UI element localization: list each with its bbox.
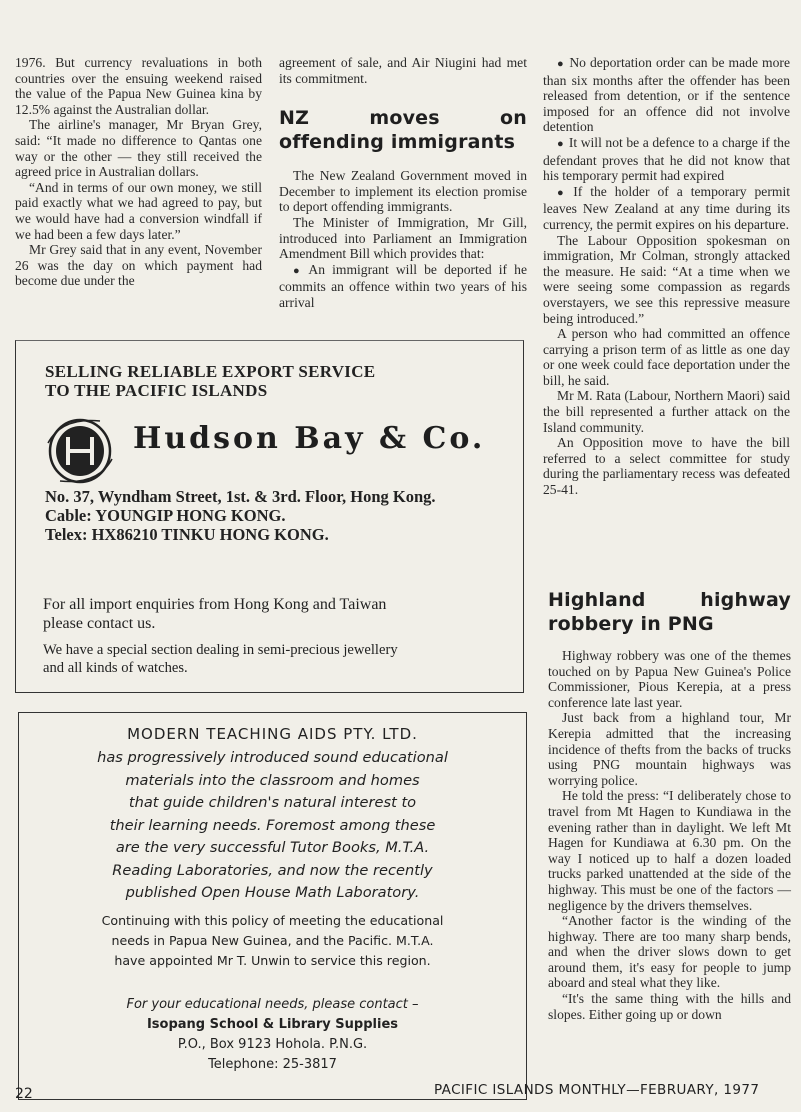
- contact-intro: For your educational needs, please contact –: [126, 997, 419, 1012]
- paragraph: The New Zealand Government moved in December to implement its election promise to deport offending immigrants.: [279, 168, 527, 215]
- address-line: Telex: HX86210 TINKU HONG KONG.: [45, 525, 329, 544]
- bullet-icon: ●: [293, 264, 304, 277]
- contact-telephone: Telephone: 25-3817: [208, 1057, 337, 1072]
- paragraph: agreement of sale, and Air Niugini had met its commitment.: [279, 55, 527, 86]
- headline-highland-robbery: Highland highway robbery in PNG: [548, 589, 791, 635]
- ad-heading-line: TO THE PACIFIC ISLANDS: [45, 381, 268, 400]
- contact-address: P.O., Box 9123 Hohola. P.N.G.: [177, 1037, 368, 1052]
- hudson-bay-logo-icon: [42, 413, 118, 489]
- paragraph: “Another factor is the winding of the highway. There are too many sharp bends, and when the driver slows down to get around them, it's easy for people to jump aboard and steal what they like.: [548, 913, 791, 991]
- ad-line: has progressively introduced sound educational: [97, 749, 448, 766]
- article-highland-robbery: [548, 588, 791, 1022]
- article-column-2: [279, 55, 527, 311]
- bullet-item: [543, 184, 790, 233]
- ad-title: MODERN TEACHING AIDS PTY. LTD.: [127, 725, 418, 743]
- advertisement-modern-teaching-aids: [18, 712, 527, 1100]
- paragraph: Mr M. Rata (Labour, Northern Maori) said the bill represented a further attack on the Island community.: [543, 388, 790, 435]
- ad-heading-line: SELLING RELIABLE EXPORT SERVICE: [45, 362, 376, 381]
- address-line: No. 37, Wyndham Street, 1st. & 3rd. Floor, Hong Kong.: [45, 487, 436, 506]
- address-line: Cable: YOUNGIP HONG KONG.: [45, 506, 286, 525]
- bullet-text: An immigrant will be deported if he commits an offence within two years of his arrival: [279, 261, 527, 310]
- paragraph: Mr Grey said that in any event, November 26 was the day on which payment had become due under the: [15, 242, 262, 289]
- ad-italic-text: [39, 747, 506, 905]
- special-line: and all kinds of watches.: [43, 660, 188, 676]
- ad-heading: [45, 362, 375, 400]
- paragraph: Highway robbery was one of the themes touched on by Papua New Guinea's Police Commissioner, Pious Kerepia, at a press conference late last year.: [548, 648, 791, 710]
- page-number: 22: [15, 1086, 33, 1102]
- paragraph: “It's the same thing with the hills and slopes. Either going up or down: [548, 991, 791, 1022]
- article-column-3: [543, 55, 790, 498]
- paragraph: A person who had committed an offence carrying a prison term of as little as one day or one week could face deportation under the bill, he said.: [543, 326, 790, 388]
- paragraph: The Minister of Immigration, Mr Gill, introduced into Parliament an Immigration Amendment Bill which provides that:: [279, 214, 527, 262]
- advertisement-hudson-bay: [15, 340, 524, 693]
- bullet-icon: ●: [557, 137, 564, 150]
- paragraph: 1976. But currency revaluations in both countries over the ensuing weekend raised the value of the Papua New Guinea kina by 12.5% against the Australian dollar.: [15, 55, 262, 117]
- enquiries-text: [43, 595, 386, 633]
- ad-line: materials into the classroom and homes: [125, 771, 420, 789]
- enquiries-line: For all import enquiries from Hong Kong and Taiwan: [43, 596, 387, 613]
- ad-line: Reading Laboratories, and now the recently: [112, 861, 433, 879]
- paragraph: He told the press: “I deliberately chose to travel from Mt Hagen to Kundiawa in the evening rather than in daylight. We left Mt Hagen for Kundiawa at 6.30 pm. On the way I noticed up to half a dozen loaded trucks parked unattended at the side of the highway. This must be one of the factors — negligence by the drivers themselves.: [548, 788, 791, 913]
- special-line: We have a special section dealing in semi-precious jewellery: [43, 642, 398, 658]
- company-name: Hudson Bay & Co.: [133, 421, 486, 456]
- bullet-item: [543, 55, 790, 135]
- bullet-text: No deportation order can be made more than six months after the offender has been released from detention, or if the sentence imposed for an offence did not involve detention: [543, 55, 790, 135]
- bullet-text: It will not be a defence to a charge if the defendant proves that he did not know that his temporary permit had expired: [543, 134, 790, 184]
- bullet-item: [543, 135, 790, 184]
- ad-line: Continuing with this policy of meeting the educational: [101, 913, 444, 928]
- bullet-item: [279, 262, 527, 311]
- bullet-icon: ●: [557, 58, 565, 70]
- ad-line: that guide children's natural interest to: [128, 794, 417, 811]
- article-column-1: [15, 55, 262, 289]
- ad-continuing-text: [39, 911, 506, 971]
- bullet-text: If the holder of a temporary permit leaves New Zealand at any time during its currency, the permit expires on his departure.: [543, 183, 790, 232]
- ad-line: their learning needs. Foremost among these: [109, 816, 436, 834]
- ad-line: published Open House Math Laboratory.: [125, 884, 420, 901]
- paragraph: An Opposition move to have the bill referred to a select committee for study during the parliamentary recess was defeated 25-41.: [543, 435, 790, 498]
- enquiries-line: please contact us.: [43, 615, 156, 632]
- contact-name: Isopang School & Library Supplies: [146, 1017, 399, 1032]
- paragraph: Just back from a highland tour, Mr Kerepia admitted that the increasing incidence of thefts from the backs of trucks using PNG mountain highways was worrying police.: [548, 710, 791, 788]
- headline-nz-immigrants: NZ moves on offending immigrants: [279, 107, 527, 154]
- publication-footer: PACIFIC ISLANDS MONTHLY—FEBRUARY, 1977: [434, 1082, 760, 1098]
- paragraph: The Labour Opposition spokesman on immigration, Mr Colman, strongly attacked the measure. He said: “At a time when we were seeing some compassion as regards overstayers, we see this repressive measure being introduced.”: [543, 232, 790, 326]
- ad-line: are the very successful Tutor Books, M.T.A.: [115, 839, 430, 856]
- ad-line: needs in Papua New Guinea, and the Pacific. M.T.A.: [111, 933, 434, 948]
- ad-line: have appointed Mr T. Unwin to service this region.: [114, 953, 431, 968]
- company-address: [45, 487, 436, 544]
- paragraph: The airline's manager, Mr Bryan Grey, said: “It made no difference to Qantas one way or the other — they still received the agreed price in Australian dollars.: [15, 117, 262, 180]
- paragraph: “And in terms of our own money, we still paid exactly what we had agreed to pay, but we would have had a conversion windfall if we had been a few days later.”: [15, 179, 262, 242]
- ad-contact: [39, 995, 506, 1075]
- special-section-text: [43, 641, 398, 677]
- bullet-icon: ●: [557, 186, 569, 199]
